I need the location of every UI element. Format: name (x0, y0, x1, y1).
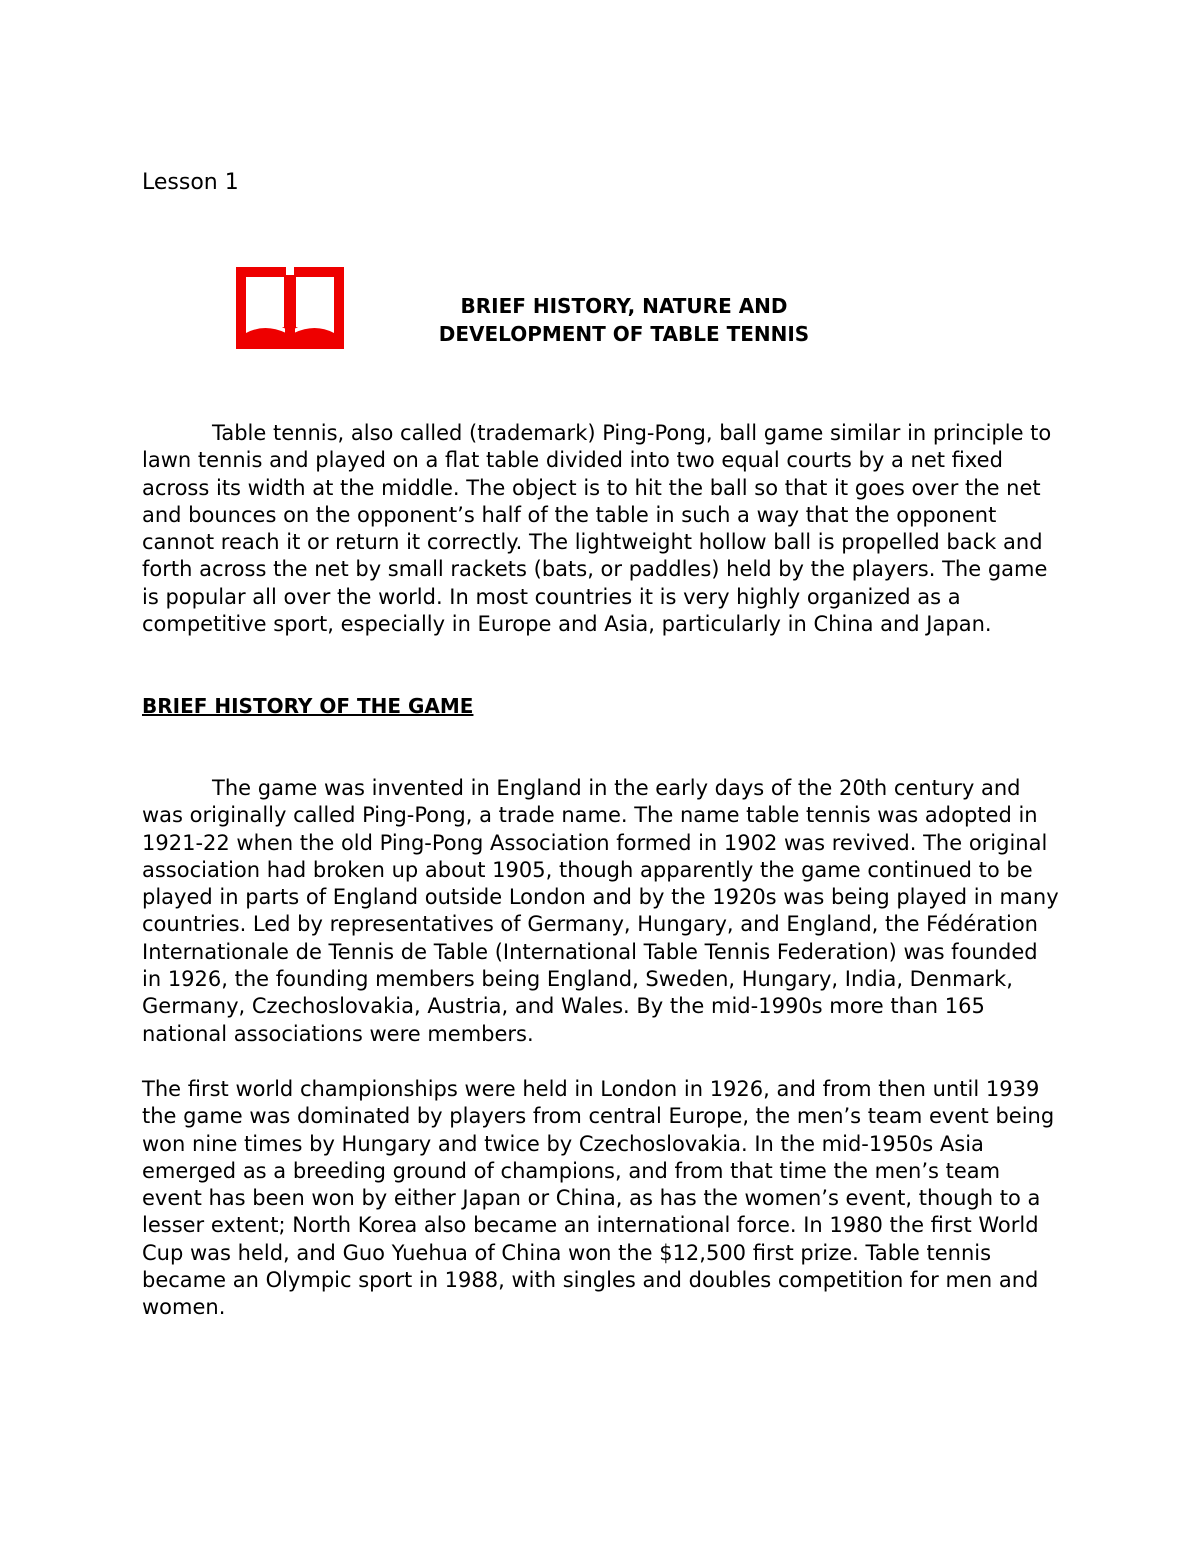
title-line-2: DEVELOPMENT OF TABLE TENNIS (438, 322, 810, 346)
section-heading: BRIEF HISTORY OF THE GAME (142, 694, 474, 718)
history-paragraph-2: The first world championships were held in London in 1926, and from then until 1939 the game was dominated by players from central Europe, the men’s team event being won nine times by Hungary and twice by Czechoslovakia. In the mid-1950s Asia emerged as a breeding ground of champions, and from that time the men’s team event has been won by either Japan or China, as has the women’s event, though to a lesser extent; North Korea also became an international force. In 1980 the first World Cup was held, and Guo Yuehua of China won the $12,500 first prize. Table tennis became an Olympic sport in 1988, with singles and doubles competition for men and women. (142, 1077, 1055, 1320)
history-paragraph-1-text: The game was invented in England in the early days of the 20th century and was originally called Ping-Pong, a trade name. The name table tennis was adopted in 1921-22 when the old Ping-Pong Association formed in 1902 was revived. The original association had broken up about 1905, though apparently the game continued to be played in parts of England outside London and by the 1920s was being played in many countries. Led by representatives of Germany, Hungary, and England, the Fédération Internationale de Tennis de Table (International Table Tennis Federation) was founded in 1926, the founding members being England, Sweden, Hungary, India, Denmark, Germany, Czechoslovakia, Austria, and Wales. By the mid-1990s more than 165 national associations were members. (142, 776, 1059, 1046)
open-book-icon (236, 267, 344, 349)
intro-paragraph-text: Table tennis, also called (trademark) Ping-Pong, ball game similar in principle to lawn tennis and played on a flat table divided into two equal courts by a net fixed across its width at the middle. The object is to hit the ball so that it goes over the net and bounces on the opponent’s half of the table in such a way that the opponent cannot reach it or return it correctly. The lightweight hollow ball is propelled back and forth across the net by small rackets (bats, or paddles) held by the players. The game is popular all over the world. In most countries it is very highly organized as a competitive sport, especially in Europe and Asia, particularly in China and Japan. (142, 421, 1052, 637)
title-line-1: BRIEF HISTORY, NATURE AND (460, 294, 788, 318)
intro-paragraph (142, 420, 1062, 638)
document-title (424, 292, 824, 348)
lesson-label: Lesson 1 (142, 170, 239, 195)
history-paragraph-1 (142, 775, 1062, 1048)
